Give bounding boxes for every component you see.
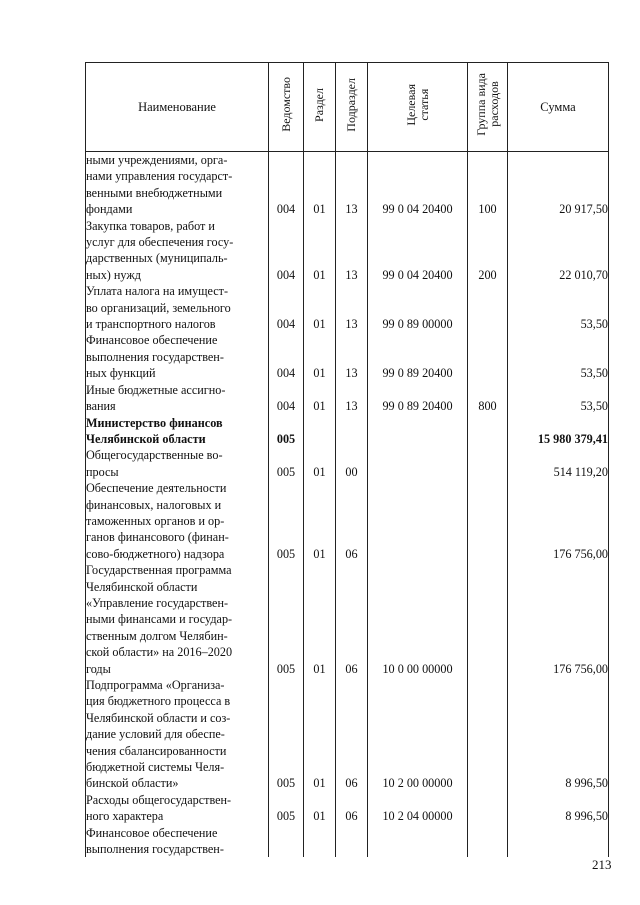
row-name-line: Уплата налога на имущест-	[86, 284, 229, 299]
row-name-line: Челябинской области и соз-	[86, 710, 231, 725]
row-podrazdel	[336, 825, 368, 858]
row-name-line: услуг для обеспечения госу-	[86, 235, 234, 250]
row-name-line: Финансовое обеспечение	[86, 333, 218, 348]
row-name-line: выполнения государствен-	[86, 842, 224, 857]
table-row	[86, 825, 609, 858]
row-name-line: Финансовое обеспечение	[86, 825, 218, 840]
row-gruppa	[468, 562, 508, 677]
row-razdel: 01	[304, 447, 336, 480]
row-podrazdel: 13	[336, 152, 368, 218]
page-number: 213	[592, 857, 612, 872]
row-celevaya: 99 0 89 20400	[368, 382, 468, 415]
table-row	[86, 480, 609, 562]
row-razdel: 01	[304, 332, 336, 381]
row-gruppa: 800	[468, 382, 508, 415]
row-name-line: Расходы общегосударствен-	[86, 792, 232, 807]
row-razdel	[304, 415, 336, 448]
row-podrazdel: 06	[336, 792, 368, 825]
row-summa: 8 996,50	[508, 792, 609, 825]
row-name-line: Министерство финансов	[86, 415, 223, 430]
row-summa: 15 980 379,41	[508, 415, 609, 448]
table-row	[86, 332, 609, 381]
row-vedomstvo: 005	[269, 480, 304, 562]
row-vedomstvo: 005	[269, 677, 304, 792]
row-name-line: ными учреждениями, орга-	[86, 153, 228, 167]
table-row	[86, 283, 609, 332]
table-header	[86, 63, 609, 152]
row-name-line: годы	[86, 661, 111, 676]
row-podrazdel: 13	[336, 283, 368, 332]
row-name-cell	[86, 283, 269, 332]
row-celevaya: 99 0 04 20400	[368, 218, 468, 284]
row-celevaya: 99 0 04 20400	[368, 152, 468, 218]
table-body	[86, 152, 609, 858]
row-gruppa	[468, 332, 508, 381]
row-name-line: ция бюджетного процесса в	[86, 694, 231, 709]
row-name-line: просы	[86, 464, 119, 479]
budget-table	[85, 62, 609, 857]
row-celevaya: 99 0 89 20400	[368, 332, 468, 381]
row-gruppa	[468, 792, 508, 825]
row-razdel	[304, 825, 336, 858]
row-vedomstvo: 004	[269, 152, 304, 218]
row-vedomstvo: 004	[269, 332, 304, 381]
row-name-cell	[86, 152, 269, 218]
row-name-line: «Управление государствен-	[86, 595, 229, 610]
row-name-cell	[86, 825, 269, 858]
table-row	[86, 447, 609, 480]
row-name-cell	[86, 332, 269, 381]
row-summa: 176 756,00	[508, 562, 609, 677]
row-summa: 53,50	[508, 283, 609, 332]
row-gruppa	[468, 677, 508, 792]
header-celevaya: Целевая статья	[368, 63, 468, 152]
row-gruppa	[468, 415, 508, 448]
row-name-line: и транспортного налогов	[86, 317, 216, 332]
table-row	[86, 562, 609, 677]
row-podrazdel: 06	[336, 677, 368, 792]
row-name-line: Челябинской области	[86, 431, 206, 446]
row-razdel: 01	[304, 382, 336, 415]
row-vedomstvo: 005	[269, 562, 304, 677]
row-gruppa	[468, 480, 508, 562]
row-podrazdel: 06	[336, 480, 368, 562]
row-summa: 22 010,70	[508, 218, 609, 284]
row-vedomstvo: 005	[269, 415, 304, 448]
row-summa: 20 917,50	[508, 152, 609, 218]
row-gruppa: 200	[468, 218, 508, 284]
header-summa: Сумма	[508, 63, 609, 152]
row-name-line: Челябинской области	[86, 579, 198, 594]
row-name-line: Иные бюджетные ассигно-	[86, 382, 226, 397]
row-name-line: ных функций	[86, 366, 156, 381]
row-name-line: Закупка товаров, работ и	[86, 218, 215, 233]
row-gruppa	[468, 825, 508, 858]
row-celevaya: 10 2 00 00000	[368, 677, 468, 792]
header-podrazdel: Подраздел	[336, 63, 368, 152]
row-celevaya	[368, 480, 468, 562]
row-name-line: бюджетной системы Челя-	[86, 760, 225, 775]
row-summa: 8 996,50	[508, 677, 609, 792]
row-name-line: выполнения государствен-	[86, 349, 224, 364]
table-row	[86, 152, 609, 218]
row-celevaya	[368, 415, 468, 448]
row-name-line: дание условий для обеспе-	[86, 727, 225, 742]
row-name-line: нами управления государст-	[86, 169, 233, 184]
row-celevaya	[368, 447, 468, 480]
row-razdel: 01	[304, 218, 336, 284]
row-razdel: 01	[304, 677, 336, 792]
row-name-cell	[86, 415, 269, 448]
header-name: Наименование	[86, 63, 269, 152]
row-gruppa	[468, 447, 508, 480]
table-row	[86, 677, 609, 792]
row-name-line: дарственных (муниципаль-	[86, 251, 228, 266]
row-summa: 53,50	[508, 332, 609, 381]
row-podrazdel: 13	[336, 382, 368, 415]
row-vedomstvo: 005	[269, 792, 304, 825]
row-name-cell	[86, 480, 269, 562]
row-name-line: бинской области»	[86, 776, 179, 791]
row-gruppa: 100	[468, 152, 508, 218]
row-name-line: во организаций, земельного	[86, 300, 231, 315]
row-celevaya: 99 0 89 00000	[368, 283, 468, 332]
row-podrazdel	[336, 415, 368, 448]
row-razdel: 01	[304, 480, 336, 562]
row-vedomstvo: 005	[269, 447, 304, 480]
table-row	[86, 792, 609, 825]
row-gruppa	[468, 283, 508, 332]
row-name-line: ственным долгом Челябин-	[86, 628, 228, 643]
row-name-cell	[86, 562, 269, 677]
row-name-cell	[86, 792, 269, 825]
row-razdel: 01	[304, 283, 336, 332]
row-name-cell	[86, 218, 269, 284]
row-name-line: венными внебюджетными	[86, 185, 223, 200]
row-name-cell	[86, 447, 269, 480]
row-summa: 514 119,20	[508, 447, 609, 480]
row-name-line: Подпрограмма «Организа-	[86, 678, 225, 692]
row-name-line: финансовых, налоговых и	[86, 497, 222, 512]
row-celevaya	[368, 825, 468, 858]
table-row	[86, 415, 609, 448]
row-podrazdel: 06	[336, 562, 368, 677]
row-name-line: ных) нужд	[86, 267, 141, 282]
row-name-line: Обеспечение деятельности	[86, 481, 227, 496]
table-row	[86, 218, 609, 284]
row-name-line: ганов финансового (финан-	[86, 530, 229, 545]
row-podrazdel: 00	[336, 447, 368, 480]
header-vedomstvo: Ведомство	[269, 63, 304, 152]
row-name-cell	[86, 677, 269, 792]
row-vedomstvo: 004	[269, 283, 304, 332]
row-summa	[508, 825, 609, 858]
row-razdel: 01	[304, 152, 336, 218]
row-name-line: сово-бюджетного) надзора	[86, 546, 225, 561]
row-podrazdel: 13	[336, 332, 368, 381]
header-gruppa: Группа вида расходов	[468, 63, 508, 152]
row-name-line: ской области» на 2016–2020	[86, 645, 233, 660]
row-name-line: Общегосударственные во-	[86, 448, 223, 463]
header-razdel: Раздел	[304, 63, 336, 152]
row-celevaya: 10 2 04 00000	[368, 792, 468, 825]
row-celevaya: 10 0 00 00000	[368, 562, 468, 677]
table-row	[86, 382, 609, 415]
row-name-cell	[86, 382, 269, 415]
row-name-line: ными финансами и государ-	[86, 612, 233, 627]
row-name-line: ного характера	[86, 809, 164, 824]
row-razdel: 01	[304, 562, 336, 677]
row-summa: 176 756,00	[508, 480, 609, 562]
row-vedomstvo: 004	[269, 218, 304, 284]
row-name-line: Государственная программа	[86, 563, 232, 578]
row-vedomstvo	[269, 825, 304, 858]
row-name-line: чения сбалансированности	[86, 743, 227, 758]
row-razdel: 01	[304, 792, 336, 825]
row-summa: 53,50	[508, 382, 609, 415]
row-name-line: вания	[86, 399, 116, 414]
row-name-line: таможенных органов и ор-	[86, 513, 225, 528]
row-name-line: фондами	[86, 202, 133, 217]
row-podrazdel: 13	[336, 218, 368, 284]
row-vedomstvo: 004	[269, 382, 304, 415]
